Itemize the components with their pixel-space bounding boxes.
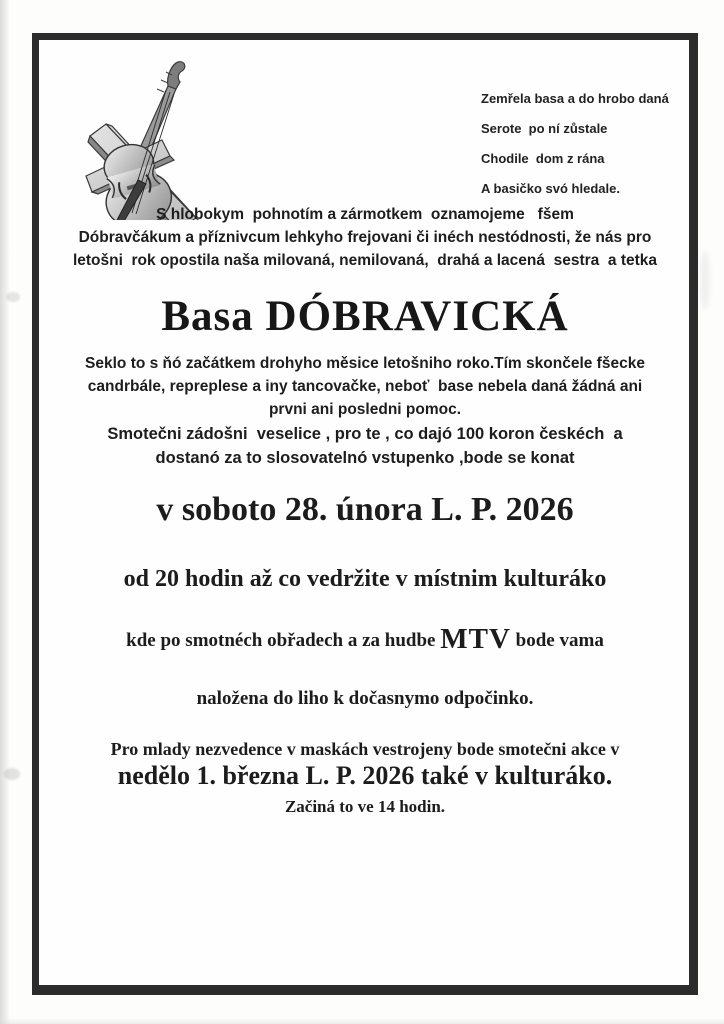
music-line — [40, 624, 690, 656]
music-line-pre: kde po smotnéch obřadech a za hudbe — [126, 630, 441, 651]
resting-place-line: naložena do liho k dočasnymo odpočinko. — [196, 688, 534, 709]
event-time-line: od 20 hodin až co vedržite v místnim kulturáko — [123, 566, 607, 592]
announcement-line: letošni rok opostila naša milovaná, nemilovaná, drahá a lacená sestra a tetka — [72, 252, 658, 269]
event-date-line: v soboto 28. února L. P. 2026 — [156, 491, 574, 528]
scan-artifact — [700, 250, 710, 310]
verse-line: A basičko svó hledale. — [481, 181, 620, 196]
event-paragraph-line: dostanó za to slosovatelnó vstupenko ,bode se konat — [155, 449, 575, 467]
sunday-event-line: nedělo 1. března L. P. 2026 také v kulturáko. — [117, 761, 613, 790]
opening-verse — [481, 84, 669, 204]
verse-line: Zemřela basa a do hrobo daná — [481, 91, 669, 106]
verse-line: Serote po ní zůstale — [481, 121, 608, 136]
event-paragraph — [40, 422, 690, 470]
death-paragraph-line: candrbále, repreplese a iny tancovačke, neboť base nebela daná žádná ani — [87, 378, 643, 395]
announcement-paragraph — [40, 203, 690, 272]
music-line-post: bode vama — [510, 630, 604, 651]
verse-line: Chodile dom z rána — [481, 151, 605, 166]
announcement-line: Dóbravčákum a příznivcum lehkyho frejovani či inéch nestódnosti, že nás pro — [78, 229, 652, 246]
deceased-name-title: Basa DÓBRAVICKÁ — [161, 293, 569, 340]
start-time-line: Začiná to ve 14 hodin. — [284, 797, 446, 816]
death-paragraph — [40, 352, 690, 421]
announcement-line: S hlobokym pohnotím a zármotkem oznamojeme fšem — [156, 206, 574, 223]
scan-shadow-left — [0, 0, 10, 1024]
bass-with-cross-icon — [44, 52, 222, 220]
event-paragraph-line: Smotečni zádošni veselice , pro te , co dajó 100 koron českéch a — [107, 425, 623, 443]
death-paragraph-line: prvni ani posledni pomoc. — [268, 401, 462, 418]
death-paragraph-line: Seklo to s ňó začátkem drohyho měsice letošniho roko.Tím skončele fšecke — [85, 355, 645, 372]
scan-shadow-bottom — [0, 1018, 724, 1024]
youth-event-line: Pro mlady nezvedence v maskách vestrojeny bode smotečni akce v — [110, 739, 620, 759]
band-name: MTV — [440, 623, 511, 655]
